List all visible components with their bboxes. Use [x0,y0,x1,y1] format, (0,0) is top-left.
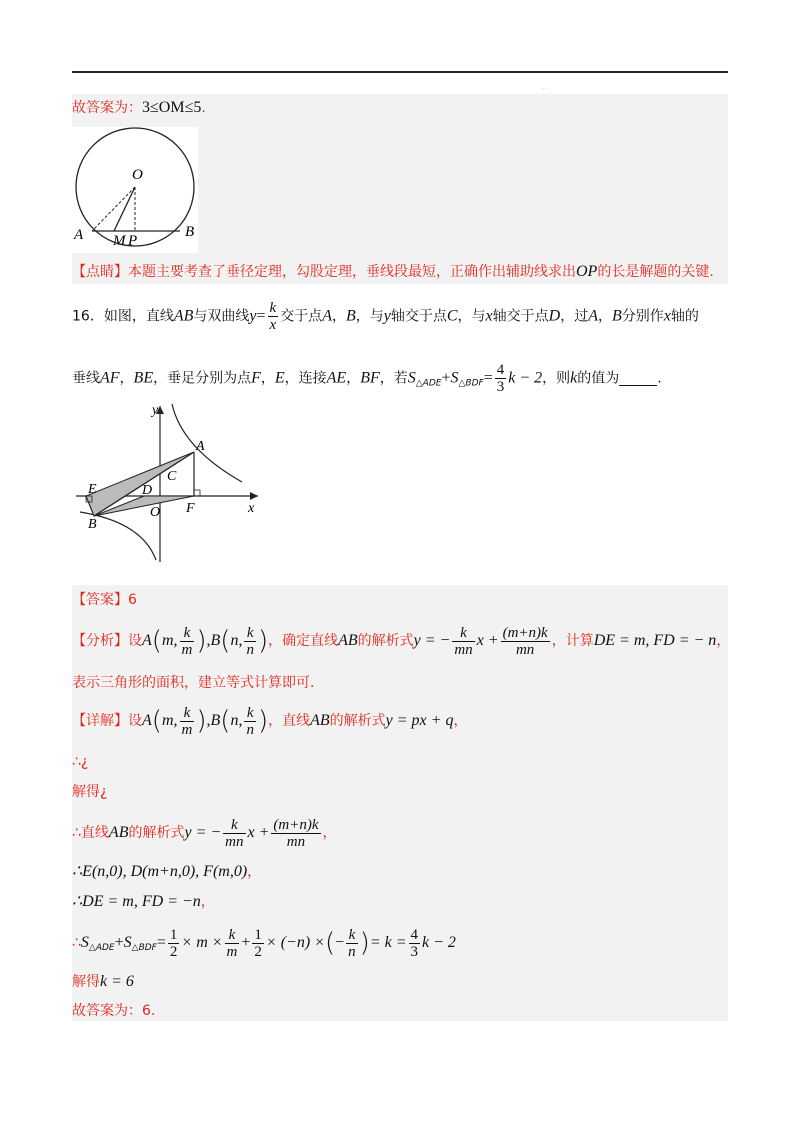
de-fd-line: ∴DE = m, FD = −n， [72,893,215,910]
fig-C: C [167,469,177,484]
label-P: P [128,233,138,249]
half-2: $\frac{1}{2}$ [254,926,262,960]
area-line: $\therefore S_{\triangle ADE}+S_{\triangle BDF}=$ $\frac{1}{2}$ × m × $\frac{k}{m}$ + $\frac{1}{2}$ × (−n) ×(− $\frac{k}{n}$ )= k = $\frac{4}{3}$ k − 2 [72,926,456,960]
circle-figure [72,127,198,253]
solve2: 解得k = 6 [72,973,134,990]
fig-E: E [88,482,97,497]
k-over-n: $\frac{k}{n}$ [246,624,254,658]
k-over-m-2: $\frac{k}{m}$ [181,704,193,738]
label-B: B [185,224,195,240]
mnk-over-mn: $\frac{(m+n)k}{mn}$ [502,624,548,658]
k-over-n-2: $\frac{k}{n}$ [246,704,254,738]
prev-comment: 【点睛】本题主要考查了垂径定理，勾股定理，垂线段最短，正确作出辅助线求出OP的长是解题的关键. [72,263,714,280]
q16-line1: 16．如图，直线AB与双曲线y= $\frac{k}{x}$ 交于点A，B，与y轴交于点C，与x轴交于点D，过A，B分别作x轴的 [72,300,699,333]
k-over-m: $\frac{k}{m}$ [181,624,193,658]
fig-x: x [248,501,255,516]
fig-y: y [152,403,159,418]
fig-A: A [196,439,205,454]
prev-answer-line: 故答案为：3≤OM≤5. [72,99,206,116]
header-rule [72,71,728,73]
q16-line2: 垂线AF，BE，垂足分别为点F，E，连接AE，BF，若$S_{\triangle ADE}+S_{\triangle BDF}=$ $\frac{4}{3}$ k − 2，则k的值为 . [72,362,662,395]
label-M: M [113,233,126,249]
fig-F: F [186,501,195,516]
four-thirds-2: $\frac{4}{3}$ [410,926,419,960]
fig-B: B [88,517,97,532]
analysis-line1: 【分析】设A(m, $\frac{k}{m}$ ),B(n, $\frac{k}{n}$ )，确定直线AB的解析式y = − $\frac{k}{mn}$ x + $\frac{(m+n)k}{mn}$ ，计算DE = m, FD = − n， [72,624,731,658]
final-answer: 故答案为：6. [72,1003,156,1019]
k-over-m-3: $\frac{k}{m}$ [226,926,238,960]
mnk-over-mn-2: $\frac{(m+n)k}{mn}$ [273,816,319,850]
header-dot: . [543,84,545,91]
half-1: $\frac{1}{2}$ [169,926,178,960]
k-over-mn-2: $\frac{k}{mn}$ [225,816,244,850]
solve1: 解得¿ [72,784,108,800]
fig-O: O [150,505,161,520]
k-over-mn: $\frac{k}{mn}$ [454,624,473,658]
label-O: O [132,167,143,183]
answer-blank [619,371,657,386]
label-A: A [74,227,84,243]
detail-line1: 【详解】设A(m, $\frac{k}{m}$ ),B(n, $\frac{k}{n}$ )，直线AB的解析式y = px + q， [72,704,468,738]
therefore1: ∴¿ [72,754,89,770]
answer-line: 【答案】6 [72,592,137,608]
points-line: ∴E(n,0), D(m+n,0), F(m,0)， [72,863,262,880]
hyperbola-figure [72,400,272,565]
line-equation: ∴直线AB的解析式y = − $\frac{k}{mn}$ x + $\frac{(m+n)k}{mn}$ ， [72,816,337,850]
k-over-x: $\frac{k}{x}$ [269,300,277,333]
fig-D: D [142,483,153,498]
analysis-line2: 表示三角形的面积，建立等式计算即可. [72,675,315,691]
four-thirds: $\frac{4}{3}$ [496,362,505,395]
k-over-n-3: $\frac{k}{n}$ [348,926,356,960]
